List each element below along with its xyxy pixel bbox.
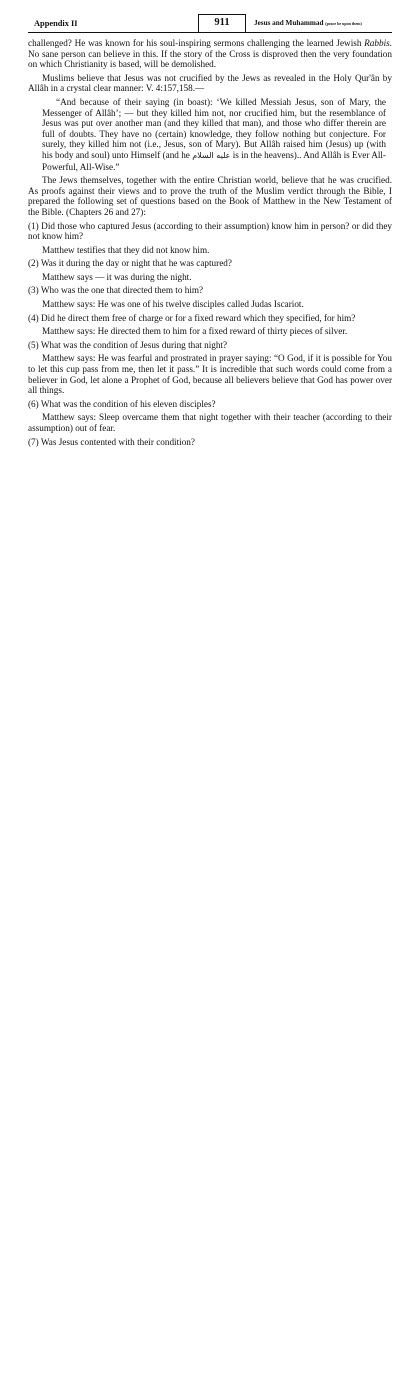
header-book-title [254,19,362,27]
question-3: (3) Who was the one that directed them to him? [28,285,204,296]
quote-text: is in the heavens).. And Allâh is Ever All-Powerful, All-Wise.” [42,149,386,172]
answer-4: Matthew says: He directed them to him for a fixed reward of thirty pieces of silver. [42,326,348,337]
paragraph-text: No sane person can believe in this. If the story of the Cross is disproved then the very foundation on which Christianity is based, will be demolished. [28,48,392,70]
paragraph-muslim-belief: Muslims believe that Jesus was not crucified by the Jews as revealed in the Holy Qur'ân by Allâh in a crystal clear manner: V. 4:157,158.— [28,72,392,94]
rabbis-term: Rabbis. [364,38,392,48]
answer-1: Matthew testifies that they did not know him. [42,244,210,255]
page-number: 911 [198,14,246,33]
quote-text: “And because of their saying (in boast): ‘We killed Messiah Jesus, son of Mary, the Messenger of Allâh’; — but they killed him not, nor crucified him, but the resemblance of Jesus was put over another man (and they killed that man), and those who differ therein are full of doubts. They have no (certain) knowledge, they follow nothing but conjecture. For surely, they killed him not (i.e., Jesus, son of Mary). But Allâh raised him (Jesus) up (with his body and soul) unto Himself (and he [42,96,386,160]
question-1: (1) Did those who captured Jesus (according to their assumption) know him in person? or did they not know him? [28,220,392,242]
arabic-honorific: عليه السلام [192,150,231,160]
answer-2: Matthew says — it was during the night. [42,271,192,282]
question-7: (7) Was Jesus contented with their condition? [28,436,195,447]
answer-5: Matthew says: He was fearful and prostrated in prayer saying: “O God, if it is possible for You to let this cup pass from me, then let it pass.” It is incredible that such words could come from a believer in God, let alone a Prophet of God, because all believers believe that God has power over all things. [28,353,392,396]
answer-6: Matthew says: Sleep overcame them that night together with their teacher (according to their assumption) out of fear. [28,412,392,433]
header-book-title-text: Jesus and Muhammad [254,19,324,27]
answer-3: Matthew says: He was one of his twelve disciples called Judas Iscariot. [42,299,304,310]
paragraph-continuation [28,38,392,70]
header-blessing-note: (peace be upon them) [325,21,362,26]
question-4: (4) Did he direct them free of charge or for a fixed reward which they specified, for him? [28,312,356,323]
header-rule [28,32,392,33]
paragraph-text: challenged? He was known for his soul-inspiring sermons challenging the learned Jewish [28,38,365,48]
question-6: (6) What was the condition of his eleven disciples? [28,398,216,409]
page-body [28,38,392,447]
question-5: (5) What was the condition of Jesus during that night? [28,339,228,350]
paragraph-christian-view: The Jews themselves, together with the entire Christian world, believe that he was crucified. As proofs against their views and to prove the truth of the Muslim verdict through the Bible, I prepared the following set of questions based on the Book of Matthew in the New Testament of the Bible. (Chapters 26 and 27): [28,175,392,217]
quran-quote [42,97,386,172]
book-page [28,14,392,450]
running-header [28,14,392,34]
question-2: (2) Was it during the day or night that he was captured? [28,258,232,269]
header-section-title: Appendix II [34,19,78,28]
